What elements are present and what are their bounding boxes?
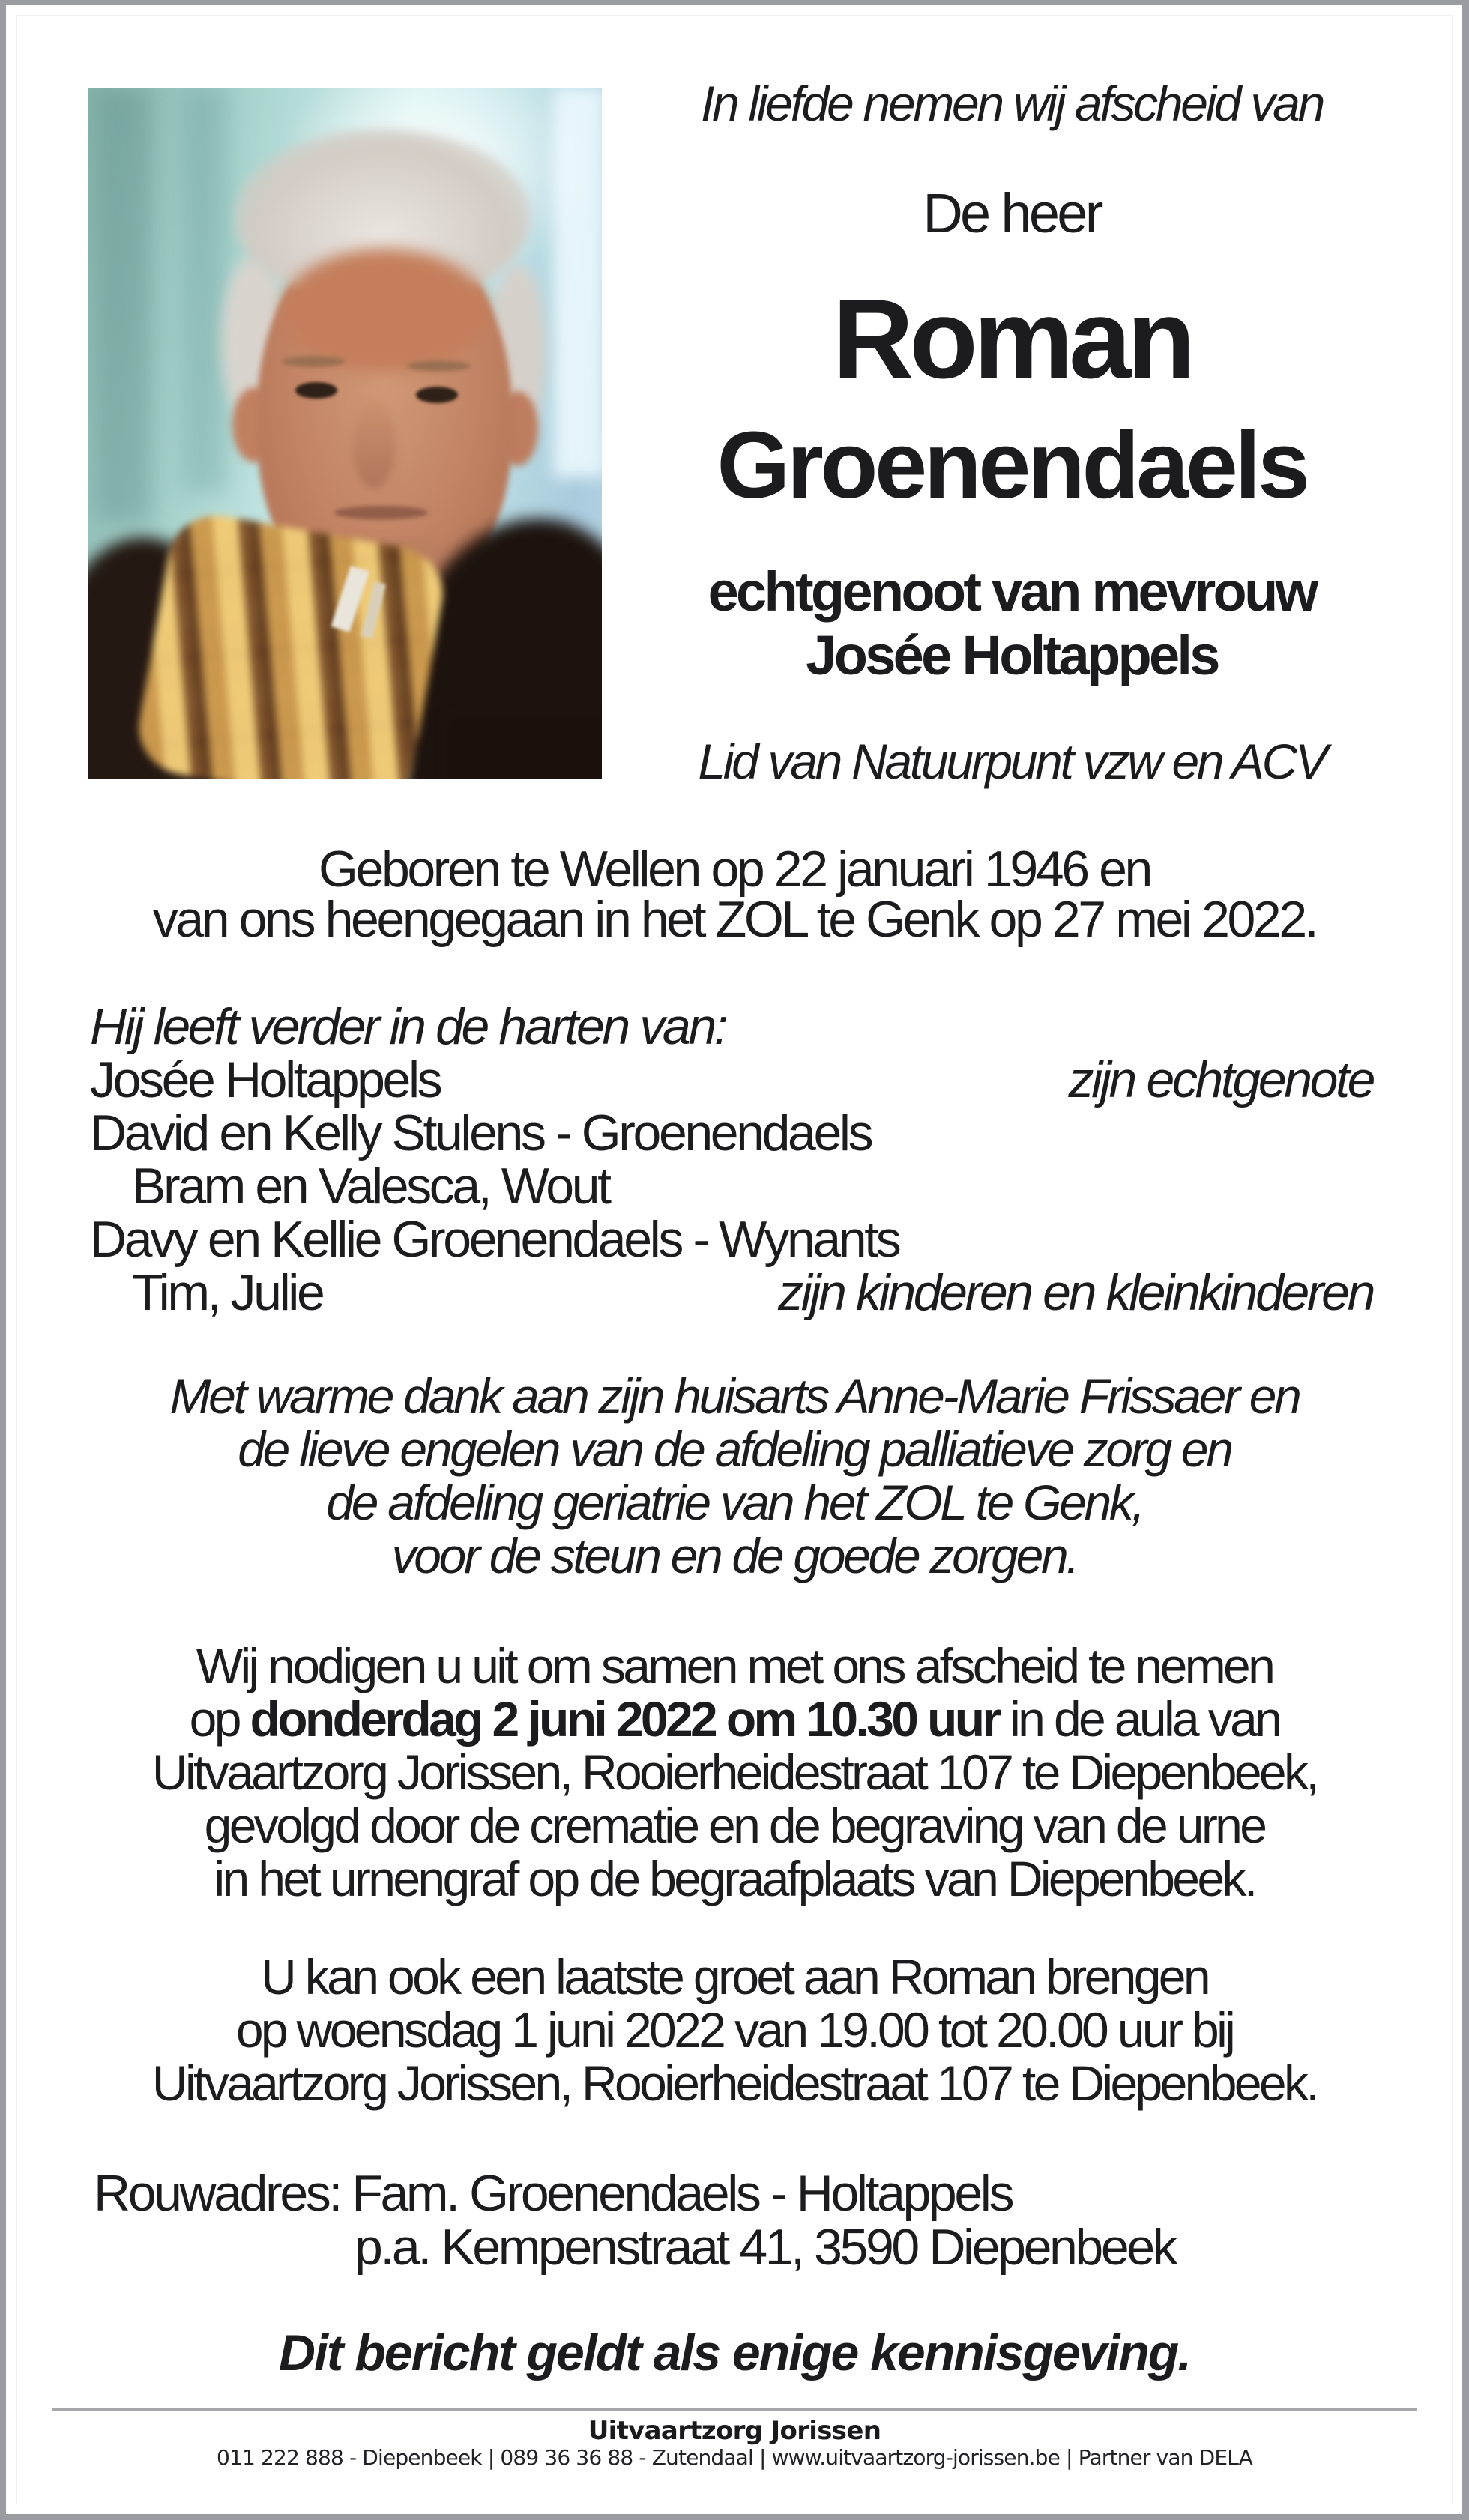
photo-background-stripe [96,88,152,522]
invitation-line-prefix: op [189,1691,250,1747]
footer-divider [52,2408,1417,2411]
thanks-line: voor de steun en de goede zorgen. [391,1528,1078,1583]
family-row [90,1051,1373,1108]
invitation-paragraph [0,1640,1469,1906]
sole-notice: Dit bericht geldt als enige kennisgeving. [278,2324,1191,2381]
invitation-line: Wij nodigen u uit om samen met ons afscheid te nemen [196,1638,1273,1693]
portrait-plaid-shirt [131,508,450,779]
salutation-line: De heer [923,182,1101,244]
portrait-mouth [334,506,428,519]
spouse-name-line: Josée Holtappels [806,624,1218,686]
last-greeting-paragraph [0,1951,1469,2110]
family-row [90,1266,1373,1320]
family-member: Davy en Kellie Groenendaels - Wynants [90,1211,899,1268]
mourning-address [94,2166,1413,2274]
family-relation: zijn kinderen en kleinkinderen [778,1264,1373,1321]
thanks-paragraph [0,1370,1469,1583]
thanks-line: Met warme dank aan zijn huisarts Anne-Marie Frissaer en [169,1368,1300,1424]
family-row [90,1160,1373,1213]
deceased-last-name: Groenendaels [717,412,1307,518]
invitation-line: Uitvaartzorg Jorissen, Rooierheidestraat 107 te Diepenbeek, [151,1744,1318,1800]
mourning-address-line: p.a. Kempenstraat 41, 3590 Diepenbeek [355,2219,1176,2276]
family-relation: zijn echtgenote [1068,1051,1373,1108]
last-greeting-line: U kan ook een laatste groet aan Roman brengen [261,1949,1208,2004]
thanks-line: de afdeling geriatrie van het ZOL te Genk, [326,1475,1143,1530]
family-member: Josée Holtappels [90,1051,441,1108]
funeral-datetime: donderdag 2 juni 2022 om 10.30 uur [250,1691,999,1747]
invitation-line: gevolgd door de crematie en de begraving van de urne [204,1798,1265,1853]
life-dates [0,841,1469,948]
family-member: David en Kelly Stulens - Groenendaels [90,1105,872,1161]
portrait-eye [295,382,337,399]
deceased-first-name: Roman [832,276,1192,402]
family-row [90,1107,1373,1160]
portrait-forehead [282,249,488,372]
mourning-address-line: Rouwadres: Fam. Groenendaels - Holtappels [94,2165,1013,2222]
family-member: Tim, Julie [132,1264,323,1321]
portrait-eye [416,387,458,403]
last-greeting-line: Uitvaartzorg Jorissen, Rooierheidestraat 107 te Diepenbeek. [151,2055,1318,2111]
portrait-nose [352,402,396,489]
death-line: van ons heengegaan in het ZOL te Genk op 27 mei 2022. [152,891,1317,948]
invitation-line: in het urnengraf op de begraafplaats van Diepenbeek. [214,1851,1255,1906]
birth-line: Geboren te Wellen op 22 januari 1946 en [319,841,1150,898]
thanks-line: de lieve engelen van de afdeling palliatieve zorg en [238,1421,1231,1477]
family-row [90,1213,1373,1266]
invitation-line [0,1693,1469,1746]
spouse-intro-line: echtgenoot van mevrouw [708,560,1316,623]
portrait-eyebrow [407,360,471,372]
family-member: Bram en Valesca, Wout [132,1158,609,1215]
portrait-photo [88,88,602,779]
footer-company: Uitvaartzorg Jorissen [588,2416,881,2446]
family-list [90,1000,1373,1320]
intro-line: In liefde nemen wij afscheid van [701,76,1323,131]
last-greeting-line: op woensdag 1 juni 2022 van 19.00 tot 20.00 uur bij [235,2002,1234,2058]
photo-background-stripe [182,88,227,492]
invitation-line-suffix: in de aula van [998,1691,1280,1747]
membership-line: Lid van Natuurpunt vzw en ACV [698,734,1326,789]
family-intro: Hij leeft verder in de harten van: [90,998,726,1055]
portrait-eyebrow [282,356,346,367]
footer-contact: 011 222 888 - Diepenbeek | 089 36 36 88 - Zutendaal | www.uitvaartzorg-jorissen.be | Partner van DELA [217,2445,1252,2470]
